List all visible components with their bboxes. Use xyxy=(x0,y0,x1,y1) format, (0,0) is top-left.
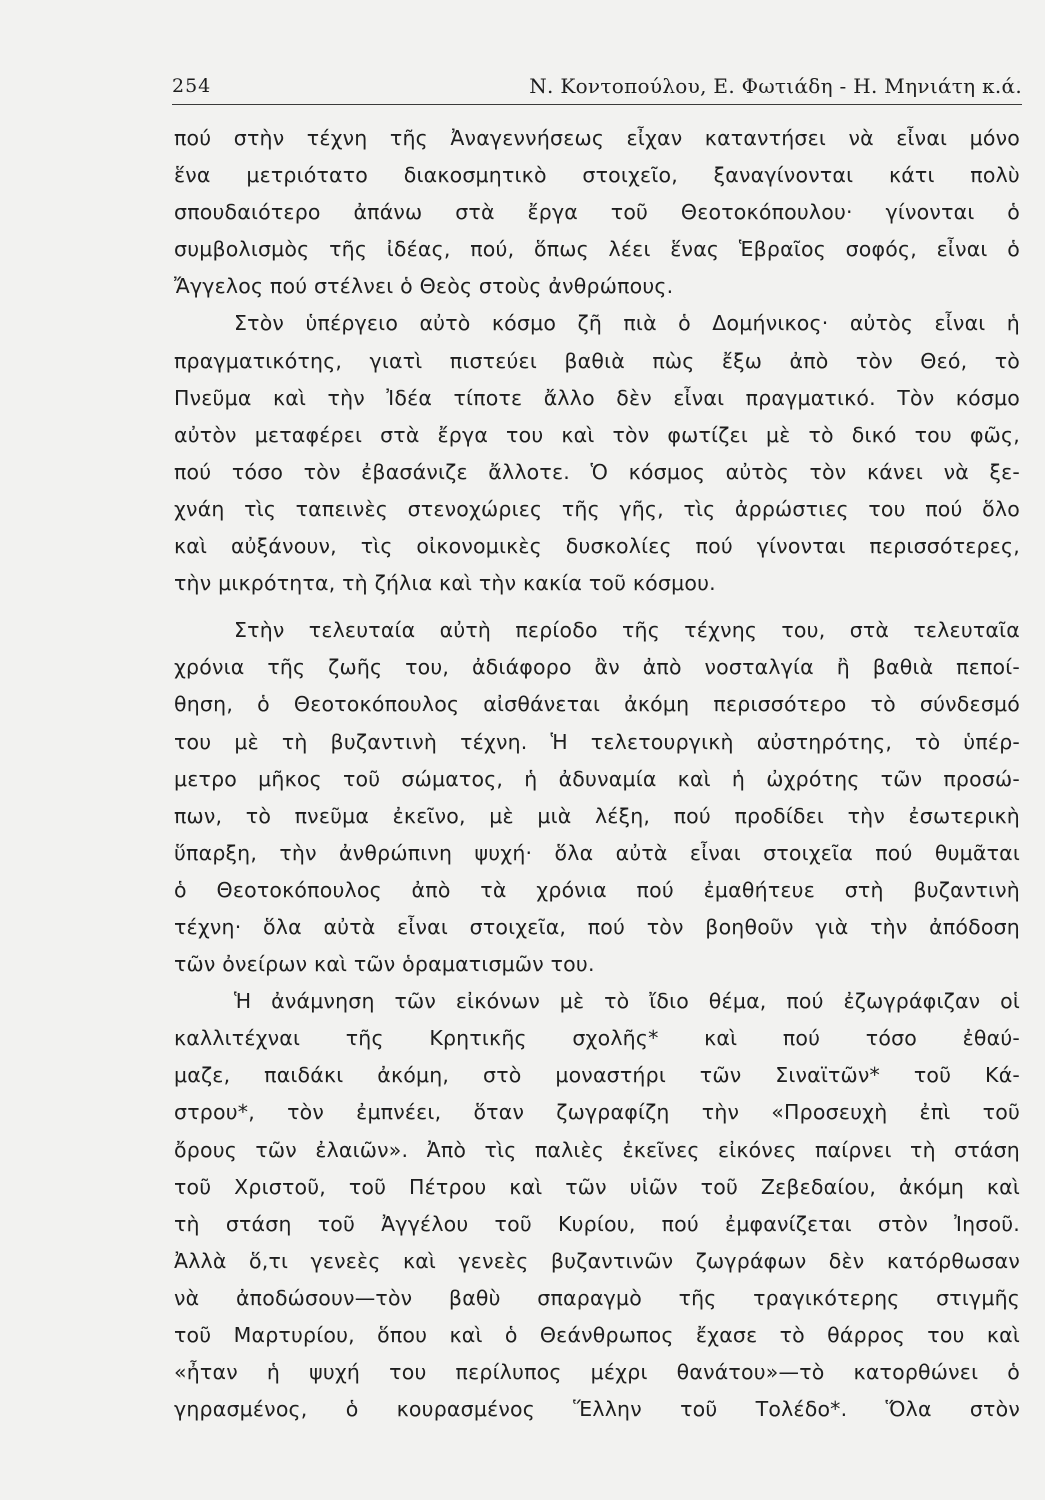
text-line: χνάη τὶς ταπεινὲς στενοχώριες τῆς γῆς, τὶς ἀρρώστιες του πού ὅλο xyxy=(174,496,1020,521)
text-line: πού στὴν τέχνη τῆς Ἀναγεννήσεως εἶχαν καταντήσει νὰ εἶναι μόνο xyxy=(174,126,1020,150)
text-line: καὶ αὐξάνουν, τὶς οἰκονομικὲς δυσκολίες πού γίνονται περισσότερες, xyxy=(174,534,1020,559)
page-header xyxy=(172,68,1022,104)
text-line: στρου*, τὸν ἐμπνέει, ὅταν ζωγραφίζη τὴν «Προσευχὴ ἐπὶ τοῦ xyxy=(174,1100,1020,1125)
text-line: χρόνια τῆς ζωῆς του, ἀδιάφορο ἂν ἀπὸ νοσταλγία ἢ βαθιὰ πεποί- xyxy=(174,655,1020,680)
text-line: Πνεῦμα καὶ τὴν Ἰδέα τίποτε ἄλλο δὲν εἶναι πραγματικό. Τὸν κόσμο xyxy=(174,385,1020,410)
text-line: Ἀλλὰ ὅ,τι γενεὲς καὶ γενεὲς βυζαντινῶν ζωγράφων δὲν κατόρθωσαν xyxy=(174,1248,1020,1273)
text-line: «ἦταν ἡ ψυχή του περίλυπος μέχρι θανάτου»—τὸ κατορθώνει ὁ xyxy=(174,1360,1020,1385)
text-line: Στὴν τελευταία αὐτὴ περίοδο τῆς τέχνης του, στὰ τελευταῖα xyxy=(234,618,1020,643)
text-line: ἕνα μετριότατο διακοσμητικὸ στοιχεῖο, ξαναγίνονται κάτι πολὺ xyxy=(174,163,1020,188)
text-line: ὕπαρξη, τὴν ἀνθρώπινη ψυχή· ὅλα αὐτὰ εἶναι στοιχεῖα πού θυμᾶται xyxy=(174,840,1020,865)
text-line: Ἄγγελος πού στέλνει ὁ Θεὸς στοὺς ἀνθρώπους. xyxy=(174,274,674,299)
text-line: τοῦ Μαρτυρίου, ὅπου καὶ ὁ Θεάνθρωπος ἔχασε τὸ θάρρος του καὶ xyxy=(174,1323,1020,1347)
text-line: μετρο μῆκος τοῦ σώματος, ἡ ἀδυναμία καὶ ἡ ὠχρότης τῶν προσώ- xyxy=(174,766,1020,791)
text-line: συμβολισμὸς τῆς ἰδέας, πού, ὅπως λέει ἕνας Ἑβραῖος σοφός, εἶναι ὁ xyxy=(174,237,1020,262)
text-line: νὰ ἀποδώσουν—τὸν βαθὺ σπαραγμὸ τῆς τραγικότερης στιγμῆς xyxy=(174,1285,1020,1310)
text-line: ὁ Θεοτοκόπουλος ἀπὸ τὰ χρόνια πού ἐμαθήτευε στὴ βυζαντινὴ xyxy=(174,877,1020,902)
paragraph-3 xyxy=(174,612,1020,983)
text-line: τῶν ὀνείρων καὶ τῶν ὁραματισμῶν του. xyxy=(174,952,595,977)
body-text xyxy=(174,120,1020,1428)
text-line: του μὲ τὴ βυζαντινὴ τέχνη. Ἡ τελετουργικὴ αὐστηρότης, τὸ ὑπέρ- xyxy=(174,729,1020,754)
text-line: τέχνη· ὅλα αὐτὰ εἶναι στοιχεῖα, πού τὸν βοηθοῦν γιὰ τὴν ἀπόδοση xyxy=(174,914,1020,939)
paragraph-4 xyxy=(174,983,1020,1428)
text-line: αὐτὸν μεταφέρει στὰ ἔργα του καὶ τὸν φωτίζει μὲ τὸ δικό του φῶς, xyxy=(174,422,1020,447)
text-line: καλλιτέχναι τῆς Κρητικῆς σχολῆς* καὶ πού τόσο ἐθαύ- xyxy=(174,1026,1020,1051)
text-line: πων, τὸ πνεῦμα ἐκεῖνο, μὲ μιὰ λέξη, πού προδίδει τὴν ἐσωτερικὴ xyxy=(174,803,1020,828)
text-line: μαζε, παιδάκι ἀκόμη, στὸ μοναστήρι τῶν Σιναϊτῶν* τοῦ Κά- xyxy=(174,1063,1020,1088)
text-line: πού τόσο τὸν ἐβασάνιζε ἄλλοτε. Ὁ κόσμος αὐτὸς τὸν κάνει νὰ ξε- xyxy=(174,459,1020,484)
paragraph-spacer xyxy=(174,602,1020,612)
header-rule xyxy=(172,104,1022,105)
text-line: θηση, ὁ Θεοτοκόπουλος αἰσθάνεται ἀκόμη περισσότερο τὸ σύνδεσμό xyxy=(174,692,1020,717)
text-line: πραγματικότης, γιατὶ πιστεύει βαθιὰ πὼς ἔξω ἀπὸ τὸν Θεό, τὸ xyxy=(174,348,1020,373)
text-line: τὴ στάση τοῦ Ἀγγέλου τοῦ Κυρίου, πού ἐμφανίζεται στὸν Ἰησοῦ. xyxy=(174,1211,1020,1236)
text-line: Στὸν ὑπέργειο αὐτὸ κόσμο ζῆ πιὰ ὁ Δομήνικος· αὐτὸς εἶναι ἡ xyxy=(234,311,1020,336)
running-head: Ν. Κοντοπούλου, Ε. Φωτιάδη - Η. Μηνιάτη κ.ά. xyxy=(529,74,1022,98)
text-line: ὄρους τῶν ἐλαιῶν». Ἀπὸ τὶς παλιὲς ἐκεῖνες εἰκόνες παίρνει τὴ στάση xyxy=(174,1137,1020,1162)
page-number: 254 xyxy=(172,75,212,97)
text-line: σπουδαιότερο ἀπάνω στὰ ἔργα τοῦ Θεοτοκόπουλου· γίνονται ὁ xyxy=(174,200,1020,225)
paragraph-1 xyxy=(174,120,1020,305)
text-line: τὴν μικρότητα, τὴ ζήλια καὶ τὴν κακία τοῦ κόσμου. xyxy=(174,571,716,596)
text-line: Ἡ ἀνάμνηση τῶν εἰκόνων μὲ τὸ ἴδιο θέμα, πού ἐζωγράφιζαν οἱ xyxy=(234,989,1020,1014)
paragraph-2 xyxy=(174,305,1020,602)
text-line: τοῦ Χριστοῦ, τοῦ Πέτρου καὶ τῶν υἱῶν τοῦ Ζεβεδαίου, ἀκόμη καὶ xyxy=(174,1174,1020,1199)
text-line: γηρασμένος, ὁ κουρασμένος Ἕλλην τοῦ Τολέδο*. Ὅλα στὸν xyxy=(174,1397,1020,1422)
